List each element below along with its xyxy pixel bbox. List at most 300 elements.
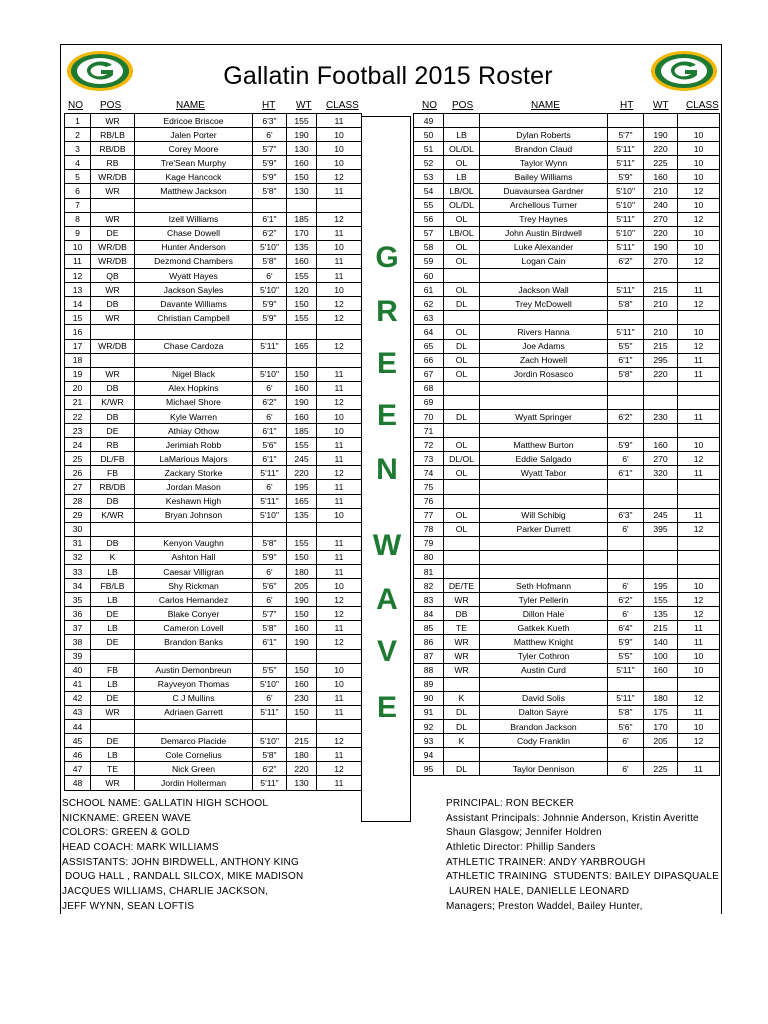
info-line: PRINCIPAL: RON BECKER: [446, 798, 574, 809]
player-height: 6': [253, 128, 287, 142]
player-weight: 205: [644, 734, 678, 748]
player-name: Austin Demonbreun: [135, 663, 253, 677]
table-row: [65, 522, 362, 536]
player-class: 10: [317, 424, 362, 438]
player-position: WR: [91, 776, 135, 790]
green-wave-letter: E: [376, 399, 397, 432]
table-row: [414, 353, 720, 367]
player-weight: 160: [287, 409, 317, 423]
table-row: [65, 254, 362, 268]
player-position: LB: [444, 128, 480, 142]
player-height: 5'10": [253, 283, 287, 297]
player-weight: 170: [644, 720, 678, 734]
player-position: [444, 311, 480, 325]
player-class: 11: [678, 283, 720, 297]
player-class: 10: [317, 240, 362, 254]
player-number: 79: [414, 536, 444, 550]
player-position: [444, 748, 480, 762]
player-number: 92: [414, 720, 444, 734]
green-wave-letter: W: [372, 529, 402, 562]
player-class: 10: [678, 579, 720, 593]
player-weight: 320: [644, 466, 678, 480]
player-class: 12: [317, 212, 362, 226]
player-position: WR: [91, 283, 135, 297]
player-height: 5'11": [608, 156, 644, 170]
player-height: 6': [253, 381, 287, 395]
player-number: 58: [414, 240, 444, 254]
player-height: 5'9": [253, 311, 287, 325]
player-name: Trey McDowell: [480, 297, 608, 311]
player-class: [317, 522, 362, 536]
player-weight: 155: [287, 438, 317, 452]
player-number: 61: [414, 283, 444, 297]
player-name: [480, 480, 608, 494]
player-height: 5'9": [253, 170, 287, 184]
player-position: OL: [444, 156, 480, 170]
player-position: [444, 480, 480, 494]
player-height: 6'4": [608, 621, 644, 635]
info-line: COLORS: GREEN & GOLD: [62, 827, 190, 839]
player-number: 85: [414, 621, 444, 635]
player-height: [253, 198, 287, 212]
player-class: 12: [317, 607, 362, 621]
green-wave-letter: E: [376, 347, 397, 380]
player-position: WR: [444, 593, 480, 607]
player-class: 12: [317, 466, 362, 480]
info-line: Assistant Principals: Johnnie Anderson, Kristin Averitte: [446, 812, 699, 824]
player-number: 50: [414, 128, 444, 142]
player-number: 68: [414, 381, 444, 395]
player-position: WR/DB: [91, 240, 135, 254]
player-position: LB: [444, 170, 480, 184]
player-class: [317, 353, 362, 367]
player-class: 12: [678, 593, 720, 607]
player-position: OL/DL: [444, 142, 480, 156]
player-height: [608, 494, 644, 508]
player-weight: 155: [287, 536, 317, 550]
player-weight: 195: [644, 579, 678, 593]
player-weight: 220: [287, 762, 317, 776]
player-position: LB: [91, 621, 135, 635]
player-weight: 160: [287, 254, 317, 268]
player-height: 5'10": [253, 508, 287, 522]
player-name: Joe Adams: [480, 339, 608, 353]
player-position: WR: [444, 649, 480, 663]
player-weight: 170: [287, 226, 317, 240]
player-position: [91, 198, 135, 212]
player-class: 11: [317, 565, 362, 579]
table-row: [65, 325, 362, 339]
player-height: 5'11": [608, 240, 644, 254]
player-name: Chase Dowell: [135, 226, 253, 240]
player-position: DL: [444, 762, 480, 776]
player-number: 80: [414, 550, 444, 564]
player-number: 30: [65, 522, 91, 536]
player-name: [480, 311, 608, 325]
player-number: 35: [65, 593, 91, 607]
table-row: [414, 494, 720, 508]
player-position: FB: [91, 663, 135, 677]
player-weight: [644, 494, 678, 508]
table-row: [414, 677, 720, 691]
player-name: [480, 395, 608, 409]
player-name: Cody Franklin: [480, 734, 608, 748]
player-number: 19: [65, 367, 91, 381]
table-row: [414, 705, 720, 719]
player-name: Tyler Cothron: [480, 649, 608, 663]
player-class: 11: [317, 776, 362, 790]
table-row: [414, 184, 720, 198]
player-weight: 150: [287, 367, 317, 381]
player-weight: [644, 480, 678, 494]
table-row: [65, 776, 362, 790]
player-number: 21: [65, 395, 91, 409]
table-row: [414, 649, 720, 663]
player-name: [135, 325, 253, 339]
player-weight: 135: [287, 240, 317, 254]
player-name: Dalton Sayre: [480, 705, 608, 719]
player-name: [480, 748, 608, 762]
info-line: HEAD COACH: MARK WILLIAMS: [62, 842, 219, 854]
header-class: CLASS: [686, 100, 719, 111]
player-height: 6': [253, 565, 287, 579]
player-weight: 160: [644, 170, 678, 184]
player-class: 11: [678, 367, 720, 381]
table-row: [65, 226, 362, 240]
player-number: 59: [414, 254, 444, 268]
player-position: OL: [444, 212, 480, 226]
player-class: 12: [678, 339, 720, 353]
player-position: WR: [444, 663, 480, 677]
player-weight: 160: [287, 677, 317, 691]
player-weight: 270: [644, 452, 678, 466]
player-class: 12: [317, 734, 362, 748]
player-name: Austin Curd: [480, 663, 608, 677]
table-row: [65, 170, 362, 184]
player-height: 5'10": [253, 367, 287, 381]
player-name: Jackson Sayles: [135, 283, 253, 297]
player-position: OL: [444, 508, 480, 522]
player-weight: 190: [644, 128, 678, 142]
player-class: 10: [678, 438, 720, 452]
player-weight: 180: [287, 748, 317, 762]
table-row: [414, 734, 720, 748]
player-name: [135, 720, 253, 734]
table-row: [414, 536, 720, 550]
player-position: OL: [444, 367, 480, 381]
player-name: Cameron Lovell: [135, 621, 253, 635]
player-class: 11: [317, 184, 362, 198]
table-row: [65, 550, 362, 564]
table-row: [65, 367, 362, 381]
player-height: 6': [253, 269, 287, 283]
player-name: Rivers Hanna: [480, 325, 608, 339]
player-height: 6'2": [253, 762, 287, 776]
player-position: WR: [91, 311, 135, 325]
player-position: DE: [91, 226, 135, 240]
player-name: Kenyon Vaughn: [135, 536, 253, 550]
player-height: [253, 522, 287, 536]
player-height: 6': [253, 480, 287, 494]
player-number: 57: [414, 226, 444, 240]
player-name: Will Schibig: [480, 508, 608, 522]
player-position: DB: [91, 297, 135, 311]
player-weight: 150: [287, 705, 317, 719]
player-class: 12: [317, 762, 362, 776]
player-class: 10: [317, 409, 362, 423]
player-class: 12: [317, 170, 362, 184]
player-height: 5'11": [608, 212, 644, 226]
player-position: LB: [91, 593, 135, 607]
table-row: [65, 734, 362, 748]
table-row: [65, 438, 362, 452]
player-position: RB/DB: [91, 480, 135, 494]
table-row: [65, 156, 362, 170]
player-name: Izell Williams: [135, 212, 253, 226]
player-number: 73: [414, 452, 444, 466]
player-number: 27: [65, 480, 91, 494]
player-position: [91, 720, 135, 734]
player-number: 62: [414, 297, 444, 311]
player-class: [678, 480, 720, 494]
player-position: OL: [444, 283, 480, 297]
player-height: 5'9": [608, 635, 644, 649]
player-height: 5'9": [608, 170, 644, 184]
header-wt: WT: [296, 100, 312, 111]
player-position: DB: [91, 536, 135, 550]
player-position: DE: [91, 734, 135, 748]
player-name: Zach Howell: [480, 353, 608, 367]
player-position: [444, 114, 480, 128]
player-height: 5'10": [608, 198, 644, 212]
player-name: [480, 381, 608, 395]
player-class: 12: [678, 691, 720, 705]
player-number: 46: [65, 748, 91, 762]
player-number: 34: [65, 579, 91, 593]
player-height: 6'1": [608, 353, 644, 367]
player-class: 11: [678, 508, 720, 522]
player-class: 12: [317, 635, 362, 649]
player-height: 5'11": [608, 142, 644, 156]
player-class: 11: [317, 381, 362, 395]
player-name: Dezmond Chambers: [135, 254, 253, 268]
player-height: 5'11": [253, 776, 287, 790]
table-row: [414, 381, 720, 395]
player-position: RB: [91, 438, 135, 452]
player-name: Dylan Roberts: [480, 128, 608, 142]
player-number: 32: [65, 550, 91, 564]
player-number: 45: [65, 734, 91, 748]
player-number: 31: [65, 536, 91, 550]
player-weight: 100: [644, 649, 678, 663]
player-name: Brandon Banks: [135, 635, 253, 649]
table-row: [65, 269, 362, 283]
player-class: [678, 550, 720, 564]
player-class: 10: [317, 663, 362, 677]
player-weight: [287, 198, 317, 212]
player-position: DL/OL: [444, 452, 480, 466]
player-class: 11: [678, 635, 720, 649]
player-class: 12: [317, 311, 362, 325]
player-name: [480, 536, 608, 550]
player-height: 5'10": [608, 184, 644, 198]
table-row: [414, 226, 720, 240]
player-class: 11: [317, 114, 362, 128]
player-height: 5'10": [608, 226, 644, 240]
player-name: Bryan Johnson: [135, 508, 253, 522]
player-height: 5'10": [253, 240, 287, 254]
player-height: 5'8": [608, 297, 644, 311]
header-pos: POS: [100, 100, 122, 111]
player-position: [91, 353, 135, 367]
player-height: 6': [253, 593, 287, 607]
frame-right-line: [721, 44, 722, 914]
page-title: Gallatin Football 2015 Roster: [223, 62, 553, 90]
player-weight: 215: [644, 339, 678, 353]
player-position: OL: [444, 325, 480, 339]
player-position: LB/OL: [444, 184, 480, 198]
player-name: John Austin Birdwell: [480, 226, 608, 240]
player-number: 91: [414, 705, 444, 719]
player-number: 49: [414, 114, 444, 128]
table-row: [414, 254, 720, 268]
table-row: [65, 395, 362, 409]
right-roster-table: [413, 113, 720, 776]
player-position: OL: [444, 522, 480, 536]
player-class: [678, 381, 720, 395]
player-position: TE: [91, 762, 135, 776]
table-row: [65, 466, 362, 480]
player-number: 23: [65, 424, 91, 438]
player-class: 11: [678, 353, 720, 367]
player-position: RB/LB: [91, 128, 135, 142]
table-row: [414, 663, 720, 677]
player-height: 5'11": [608, 283, 644, 297]
player-name: Logan Cain: [480, 254, 608, 268]
player-name: Rayveyon Thomas: [135, 677, 253, 691]
player-number: 56: [414, 212, 444, 226]
player-name: Seth Hofmann: [480, 579, 608, 593]
player-position: WR: [444, 635, 480, 649]
player-position: [444, 565, 480, 579]
table-row: [65, 283, 362, 297]
player-weight: 220: [644, 226, 678, 240]
player-height: [608, 269, 644, 283]
player-name: Luke Alexander: [480, 240, 608, 254]
player-name: Carlos Hernandez: [135, 593, 253, 607]
player-number: 72: [414, 438, 444, 452]
player-class: 12: [317, 339, 362, 353]
player-height: 5'8": [608, 367, 644, 381]
player-weight: 155: [644, 593, 678, 607]
player-class: [317, 649, 362, 663]
player-height: [253, 353, 287, 367]
table-row: [414, 128, 720, 142]
player-class: [678, 424, 720, 438]
player-name: Adriaen Garrett: [135, 705, 253, 719]
player-class: [678, 565, 720, 579]
player-number: 4: [65, 156, 91, 170]
player-number: 74: [414, 466, 444, 480]
player-class: [317, 720, 362, 734]
table-row: [65, 480, 362, 494]
player-number: 25: [65, 452, 91, 466]
player-height: [608, 748, 644, 762]
player-weight: 155: [287, 269, 317, 283]
player-class: 10: [317, 579, 362, 593]
player-number: 16: [65, 325, 91, 339]
player-height: 5'8": [253, 748, 287, 762]
info-line: ASSISTANTS: JOHN BIRDWELL, ANTHONY KING: [62, 856, 299, 868]
player-weight: 190: [287, 593, 317, 607]
player-weight: 160: [644, 438, 678, 452]
player-height: 5'11": [253, 494, 287, 508]
player-number: 17: [65, 339, 91, 353]
player-weight: 210: [644, 184, 678, 198]
player-position: WR: [91, 705, 135, 719]
player-weight: [644, 565, 678, 579]
table-row: [65, 128, 362, 142]
player-name: Parker Durrett: [480, 522, 608, 536]
player-weight: [644, 269, 678, 283]
table-row: [65, 240, 362, 254]
player-position: LB: [91, 677, 135, 691]
player-number: 38: [65, 635, 91, 649]
player-class: 11: [317, 621, 362, 635]
player-name: [480, 565, 608, 579]
player-number: 78: [414, 522, 444, 536]
player-weight: 175: [644, 705, 678, 719]
green-wave-letter: V: [376, 635, 397, 668]
player-name: Nigel Black: [135, 367, 253, 381]
player-height: 5'11": [253, 339, 287, 353]
left-roster-table: [64, 113, 362, 791]
player-weight: 135: [644, 607, 678, 621]
player-weight: 160: [287, 621, 317, 635]
packers-g-logo-icon: [66, 50, 134, 92]
player-class: 10: [678, 156, 720, 170]
player-position: FB: [91, 466, 135, 480]
player-name: Taylor Wynn: [480, 156, 608, 170]
table-row: [414, 170, 720, 184]
player-height: 5'10": [253, 734, 287, 748]
player-weight: [287, 353, 317, 367]
player-class: 10: [678, 226, 720, 240]
table-row: [65, 198, 362, 212]
player-weight: 150: [287, 170, 317, 184]
table-row: [414, 607, 720, 621]
player-weight: [644, 424, 678, 438]
player-position: WR: [91, 114, 135, 128]
info-line: NICKNAME: GREEN WAVE: [62, 812, 192, 824]
player-position: DL/FB: [91, 452, 135, 466]
table-row: [414, 325, 720, 339]
player-class: 12: [678, 297, 720, 311]
player-position: DL: [444, 720, 480, 734]
player-weight: 295: [644, 353, 678, 367]
player-height: 5'10": [253, 677, 287, 691]
player-position: [444, 269, 480, 283]
player-number: 33: [65, 565, 91, 579]
player-position: LB: [91, 748, 135, 762]
player-name: Trey Haynes: [480, 212, 608, 226]
header-pos: POS: [452, 100, 474, 111]
player-weight: [287, 720, 317, 734]
player-weight: 180: [644, 691, 678, 705]
table-row: [414, 198, 720, 212]
player-name: Wyatt Tabor: [480, 466, 608, 480]
player-position: RB: [91, 156, 135, 170]
